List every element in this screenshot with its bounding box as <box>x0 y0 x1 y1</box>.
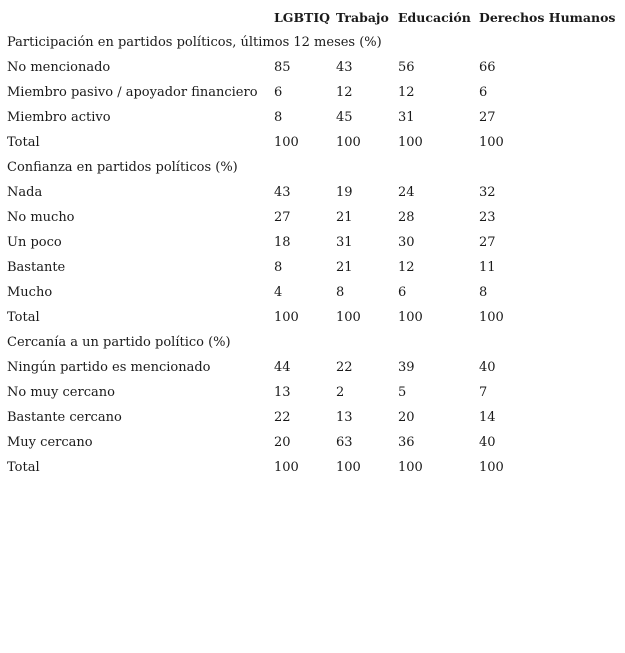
table-row <box>7 280 619 305</box>
header-educacion: Educación <box>398 10 471 25</box>
cell-trabajo: 22 <box>336 360 353 375</box>
table-row <box>7 255 619 280</box>
cell-lgbtiq: 18 <box>274 235 291 250</box>
table-row <box>7 455 619 480</box>
cell-derechos-humanos: 6 <box>479 85 488 100</box>
table-row <box>7 305 619 330</box>
row-label: Miembro pasivo / apoyador financiero <box>7 85 258 100</box>
header-trabajo: Trabajo <box>336 10 389 25</box>
cell-derechos-humanos: 66 <box>479 60 496 75</box>
cell-educacion: 100 <box>398 310 423 325</box>
cell-derechos-humanos: 27 <box>479 110 496 125</box>
cell-educacion: 56 <box>398 60 415 75</box>
cell-lgbtiq: 100 <box>274 460 299 475</box>
cell-educacion: 31 <box>398 110 415 125</box>
cell-derechos-humanos: 32 <box>479 185 496 200</box>
cell-educacion: 28 <box>398 210 415 225</box>
cell-lgbtiq: 27 <box>274 210 291 225</box>
table-row <box>7 205 619 230</box>
cell-lgbtiq: 44 <box>274 360 291 375</box>
section-title: Confianza en partidos políticos (%) <box>7 160 238 175</box>
cell-lgbtiq: 100 <box>274 310 299 325</box>
data-table <box>7 5 619 480</box>
cell-educacion: 5 <box>398 385 407 400</box>
header-row <box>7 5 619 30</box>
cell-derechos-humanos: 11 <box>479 260 496 275</box>
table-row <box>7 230 619 255</box>
cell-derechos-humanos: 8 <box>479 285 488 300</box>
cell-educacion: 24 <box>398 185 415 200</box>
cell-lgbtiq: 13 <box>274 385 291 400</box>
row-label: Bastante <box>7 260 66 275</box>
cell-derechos-humanos: 7 <box>479 385 488 400</box>
table-row <box>7 355 619 380</box>
cell-derechos-humanos: 27 <box>479 235 496 250</box>
cell-trabajo: 63 <box>336 435 353 450</box>
cell-educacion: 39 <box>398 360 415 375</box>
cell-lgbtiq: 100 <box>274 135 299 150</box>
cell-educacion: 100 <box>398 135 423 150</box>
row-label: Nada <box>7 185 43 200</box>
cell-educacion: 6 <box>398 285 407 300</box>
cell-trabajo: 100 <box>336 310 361 325</box>
section-header <box>7 330 619 355</box>
cell-trabajo: 21 <box>336 210 353 225</box>
cell-lgbtiq: 22 <box>274 410 291 425</box>
cell-trabajo: 13 <box>336 410 353 425</box>
row-label: Muy cercano <box>7 435 93 450</box>
table-row <box>7 130 619 155</box>
cell-lgbtiq: 85 <box>274 60 291 75</box>
cell-educacion: 36 <box>398 435 415 450</box>
cell-lgbtiq: 8 <box>274 110 283 125</box>
cell-derechos-humanos: 100 <box>479 135 504 150</box>
cell-derechos-humanos: 100 <box>479 310 504 325</box>
section-title: Cercanía a un partido político (%) <box>7 335 231 350</box>
table-row <box>7 380 619 405</box>
cell-educacion: 20 <box>398 410 415 425</box>
cell-trabajo: 8 <box>336 285 345 300</box>
cell-trabajo: 100 <box>336 460 361 475</box>
row-label: Total <box>7 310 40 325</box>
table-row <box>7 55 619 80</box>
row-label: Un poco <box>7 235 62 250</box>
header-lgbtiq: LGBTIQ <box>274 10 331 25</box>
row-label: Mucho <box>7 285 53 300</box>
row-label: No muy cercano <box>7 385 115 400</box>
table-row <box>7 80 619 105</box>
cell-derechos-humanos: 100 <box>479 460 504 475</box>
cell-trabajo: 21 <box>336 260 353 275</box>
cell-derechos-humanos: 23 <box>479 210 496 225</box>
cell-derechos-humanos: 40 <box>479 360 496 375</box>
cell-lgbtiq: 43 <box>274 185 291 200</box>
row-label: Total <box>7 135 40 150</box>
cell-educacion: 12 <box>398 260 415 275</box>
cell-trabajo: 12 <box>336 85 353 100</box>
header-derechos-humanos: Derechos Humanos <box>479 10 616 25</box>
row-label: Bastante cercano <box>7 410 122 425</box>
cell-lgbtiq: 6 <box>274 85 283 100</box>
cell-trabajo: 31 <box>336 235 353 250</box>
table-body <box>7 30 619 480</box>
cell-derechos-humanos: 40 <box>479 435 496 450</box>
cell-lgbtiq: 4 <box>274 285 283 300</box>
cell-educacion: 30 <box>398 235 415 250</box>
section-title: Participación en partidos políticos, últimos 12 meses (%) <box>7 35 382 50</box>
cell-educacion: 100 <box>398 460 423 475</box>
cell-trabajo: 19 <box>336 185 353 200</box>
table-row <box>7 180 619 205</box>
row-label: Miembro activo <box>7 110 111 125</box>
table-row <box>7 105 619 130</box>
cell-trabajo: 43 <box>336 60 353 75</box>
cell-trabajo: 100 <box>336 135 361 150</box>
section-header <box>7 155 619 180</box>
row-label: Total <box>7 460 40 475</box>
table-row <box>7 405 619 430</box>
cell-educacion: 12 <box>398 85 415 100</box>
cell-trabajo: 45 <box>336 110 353 125</box>
cell-derechos-humanos: 14 <box>479 410 496 425</box>
table-row <box>7 430 619 455</box>
cell-lgbtiq: 20 <box>274 435 291 450</box>
cell-lgbtiq: 8 <box>274 260 283 275</box>
section-header <box>7 30 619 55</box>
row-label: No mencionado <box>7 60 111 75</box>
cell-trabajo: 2 <box>336 385 345 400</box>
row-label: No mucho <box>7 210 75 225</box>
row-label: Ningún partido es mencionado <box>7 360 211 375</box>
